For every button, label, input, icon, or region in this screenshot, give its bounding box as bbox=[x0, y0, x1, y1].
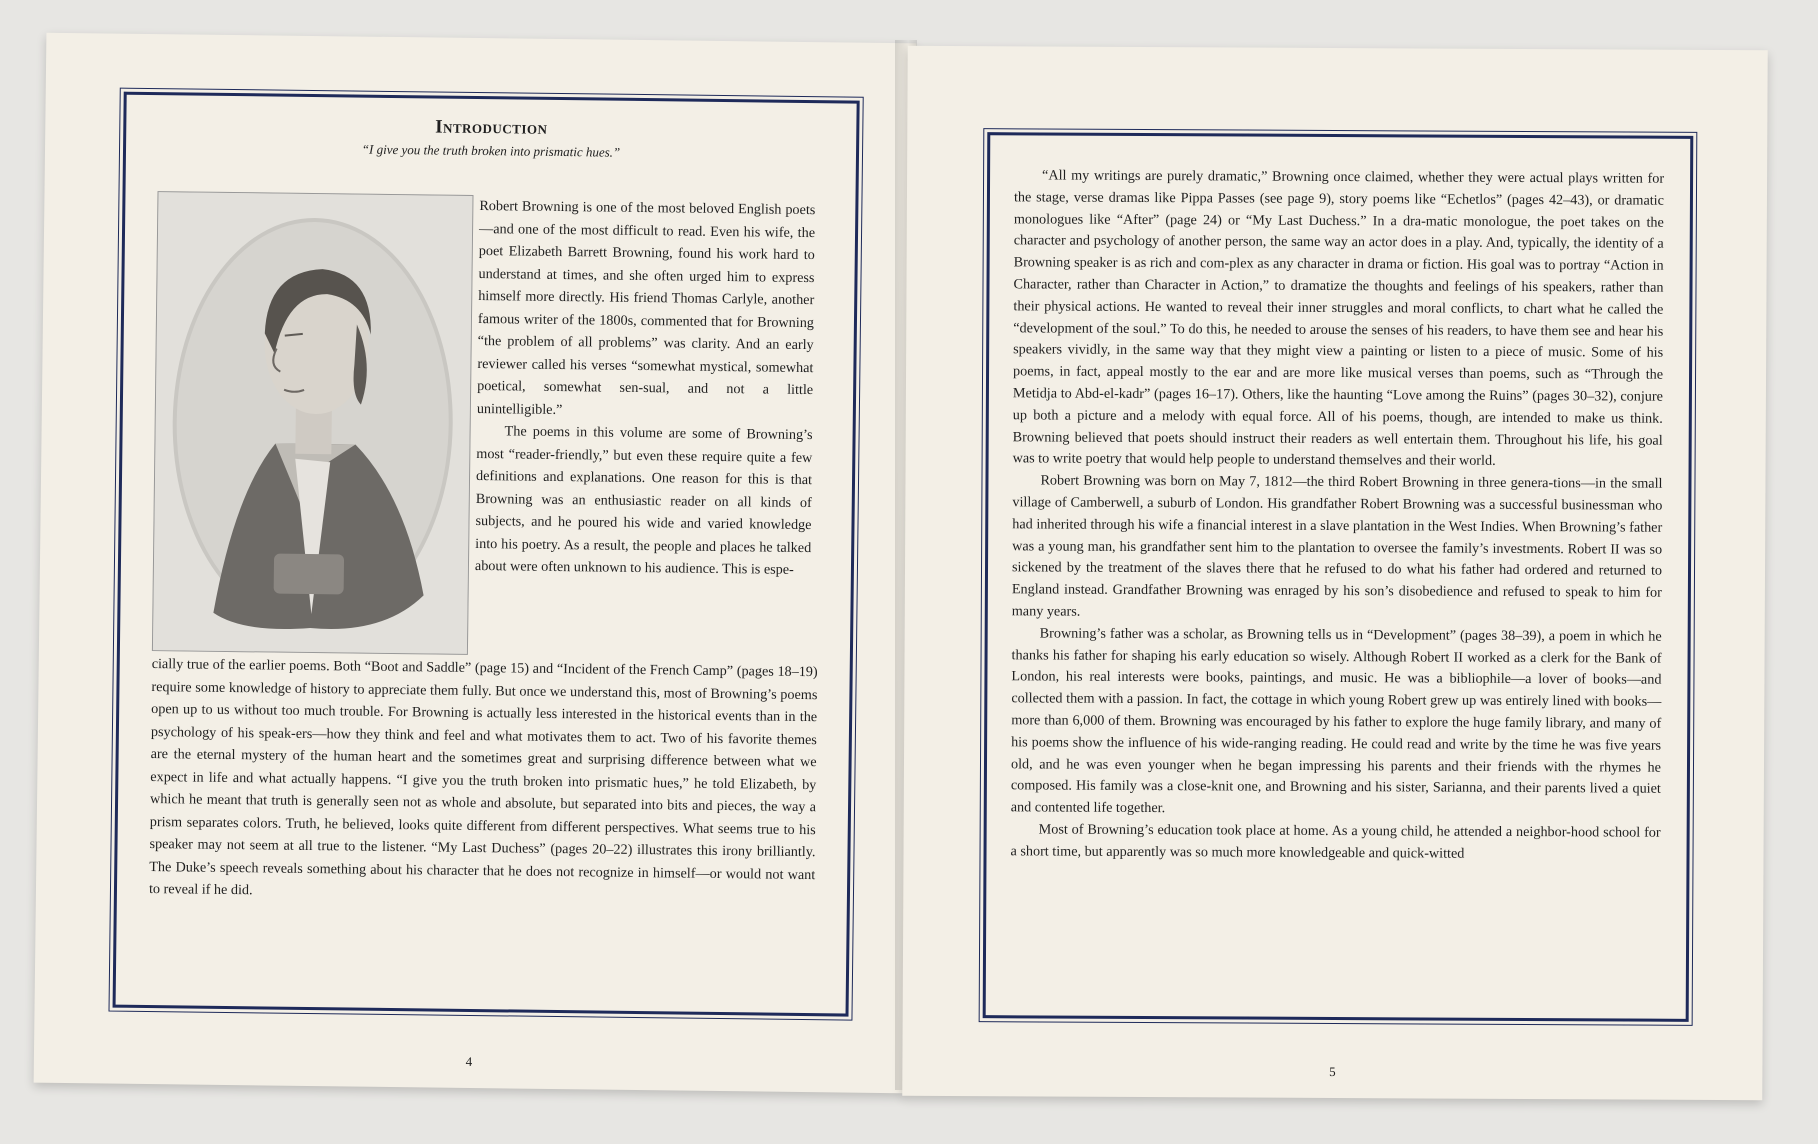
right-paragraph-1: “All my writings are purely dramatic,” Browning once claimed, whether they were actual plays written for the stage, verse dramas like Pippa Passes (see page 9), story poems like “Echetlos” (pages 42–43), or dramatic monologues like “After” (page 24) or “My Last Duchess.” In a dra-matic monologue, the poet takes on the character and psychology of another person, the same way an actor does in a play. And, typically, the identity of a Browning speaker is as rich and com-plex as any character in drama or fiction. His goal was to portray “Action in Character, rather than Character in Action,” to dramatize the thoughts and feelings of his speakers, rather than their physical actions. He wanted to reveal their inner struggles and moral conflicts, to chart what he called the “development of the soul.” To do this, he needed to arouse the senses of his readers, to have them see and hear his speakers vividly, in the same way that they might view a painting or listen to a piece of music. Some of his poems, in fact, appeal mostly to the ear and are more like musical verses than poems, such as “Through the Metidja to Abd-el-kadr” (pages 16–17). Others, like the haunting “Love among the Ruins” (pages 30–32), conjure up both a picture and a melody with equal force. All of his poems, though, are intended to make us think. Browning believed that poets should instruct their readers as well entertain them. Throughout his life, his goal was to write poetry that would help people to understand themselves and their world. bbox=[1012, 167, 1665, 470]
right-page-frame bbox=[983, 132, 1694, 1022]
epigraph: “I give you the truth broken into prismatic hues.” bbox=[361, 141, 621, 160]
page-number-right: 5 bbox=[1329, 1063, 1336, 1080]
page-number-left: 4 bbox=[465, 1053, 473, 1070]
portrait-image bbox=[152, 191, 474, 655]
introduction-heading: Introduction bbox=[435, 116, 548, 139]
right-paragraph-3: Browning’s father was a scholar, as Browning tells us in “Development” (pages 38–39), a poem in which he thanks his father for shaping his early education so wisely. Although Robert II worked as a clerk for the Bank of London, his real interests were books, paintings, and music. He was a bibliophile—a lover of books—and collected them with a passion. In fact, the cottage in which young Robert grew up was entirely lined with books—more than 6,000 of them. Browning was encouraged by his father to explore the huge family library, and many of his poems show the influence of his wide-ranging reading. He could read and write by the time he was five years old, and he was even younger when he began impressing his parents and their friends with the rhymes he composed. His family was a close-knit one, and Browning and his sister, Sarianna, and their parents lived a quiet and contented life together. bbox=[1010, 625, 1662, 817]
right-paragraph-4: Most of Browning’s education took place at home. As a young child, he attended a neighbor-hood school for a short time, but apparently was so much more knowledgeable and quick-witted bbox=[1010, 821, 1661, 862]
left-page-frame bbox=[113, 92, 860, 1017]
right-paragraph-2: Robert Browning was born on May 7, 1812—the third Robert Browning in three genera-tions—in the small village of Camberwell, a suburb of London. His grandfather Robert Browning was a successful businessman who had inherited through his wife a financial interest in a slave plantation in the West Indies. When Browning’s father was a young man, his grandfather sent him to the plantation to oversee the family’s investments. Robert II was so sickened by the treatment of the slaves there that he refused to do what his father had ordered and returned to England instead. Grandfather Browning was enraged by his son’s disobedience and refused to speak to him for many years. bbox=[1011, 472, 1663, 620]
intro-paragraph-continued: cially true of the earlier poems. Both “Boot and Saddle” (page 15) and “Incident of the French Camp” (pages 18–19) require some knowledge of history to appreciate them fully. But once we understand this, most of Browning’s poems open up to us without too much trouble. For Browning is actually less interested in the historical events than in the psychology of his speak-ers—how they think and feel and what motivates them to act. Two of his favorite themes are the eternal mystery of the human heart and the sometimes great and surprising difference between what we expect in life and what actually happens. “I give you the truth broken into prismatic hues,” he told Elizabeth, by which he meant that truth is generally seen not as whole and absolute, but separated into bits and pieces, the way a prism separates colors. Truth, he believed, looks quite different from different perspectives. What seems true to his speaker may not seem at all true to the listener. “My Last Duchess” (pages 20–22) illustrates this irony brilliantly. The Duke’s speech reveals something about his character that he does not recognize in himself—or would not want to reveal if he did. bbox=[148, 656, 818, 899]
left-page bbox=[34, 33, 917, 1094]
intro-column bbox=[475, 195, 816, 582]
intro-bottom-text bbox=[149, 653, 818, 909]
intro-paragraph-2: The poems in this volume are some of Browning’s most “reader-friendly,” but even these require quite a few definitions and explanations. One reason for this is that Browning was an enthusiastic reader on all kinds of subjects, and he poured his wide and varied knowledge into his poetry. As a result, the people and places he talked about were often unknown to his audience. This is espe- bbox=[474, 423, 813, 578]
intro-paragraph-1: Robert Browning is one of the most beloved English poets—and one of the most difficult to read. Even his wife, the poet Elizabeth Barrett Browning, found his work hard to understand at times, and she often urged him to express himself more directly. His friend Thomas Carlyle, another famous writer of the 1800s, commented that for Browning “the problem of all problems” was clarity. And an early reviewer called his verses “somewhat mystical, somewhat poetical, somewhat sen-sual, and not a little unintelligible.” bbox=[476, 198, 816, 418]
right-page bbox=[902, 46, 1767, 1100]
right-body-text bbox=[1010, 165, 1664, 866]
